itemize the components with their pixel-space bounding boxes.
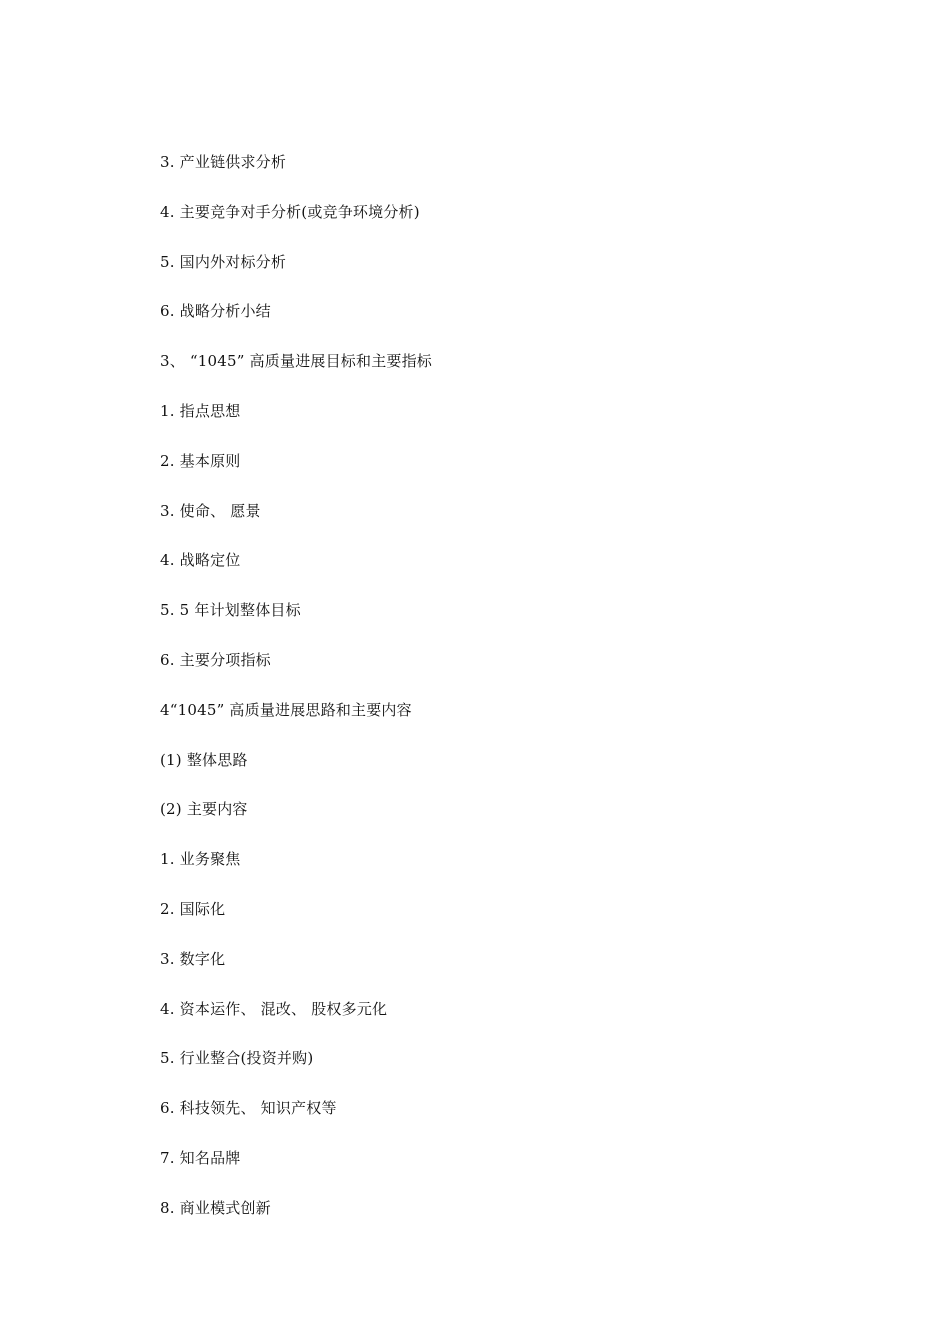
outline-item-business-model-innovation: 8. 商业模式创新	[160, 1198, 271, 1217]
outline-item-supply-chain-analysis: 3. 产业链供求分析	[160, 153, 287, 171]
outline-item-guiding-thought: 1. 指点思想	[160, 401, 241, 420]
outline-item-business-focus: 1. 业务聚焦	[160, 850, 241, 869]
outline-item-capital-operation: 4. 资本运作、 混改、 股权多元化	[160, 999, 388, 1018]
outline-item-famous-brand: 7. 知名品牌	[160, 1148, 241, 1167]
outline-item-basic-principles: 2. 基本原则	[160, 451, 241, 470]
outline-item-strategic-positioning: 4. 战略定位	[160, 551, 241, 570]
outline-item-industry-integration: 5. 行业整合(投资并购)	[160, 1049, 314, 1068]
section-heading-ideas-and-content: 4“1045” 高质量进展思路和主要内容	[160, 700, 412, 719]
outline-item-internationalization: 2. 国际化	[160, 899, 226, 918]
section-heading-goals-and-indicators: 3、 “1045” 高质量进展目标和主要指标	[160, 352, 432, 371]
outline-item-main-indicators: 6. 主要分项指标	[160, 650, 271, 669]
outline-item-digitalization: 3. 数字化	[160, 949, 226, 968]
outline-item-technology-ip: 6. 科技领先、 知识产权等	[160, 1099, 337, 1118]
outline-item-mission-vision: 3. 使命、 愿景	[160, 501, 261, 520]
outline-item-overall-idea: (1) 整体思路	[160, 750, 248, 769]
outline-item-main-content: (2) 主要内容	[160, 800, 248, 819]
outline-item-five-year-goals: 5. 5 年计划整体目标	[160, 601, 301, 620]
outline-item-benchmark-analysis: 5. 国内外对标分析	[160, 252, 287, 271]
outline-item-competitor-analysis: 4. 主要竞争对手分析(或竞争环境分析)	[160, 202, 420, 221]
outline-item-strategy-summary: 6. 战略分析小结	[160, 302, 271, 321]
document-body	[160, 150, 860, 1246]
